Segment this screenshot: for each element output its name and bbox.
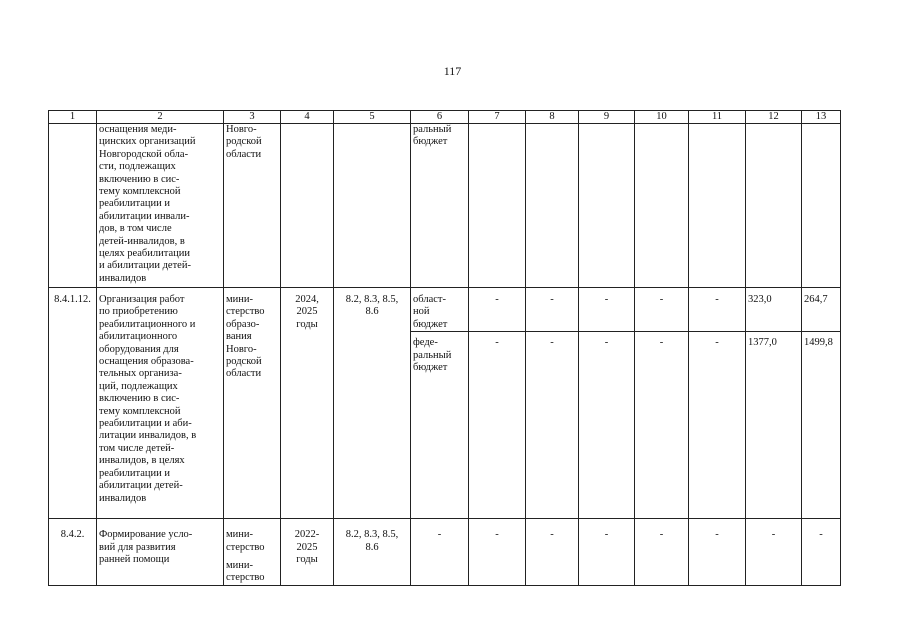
table-cell: -: [689, 519, 746, 586]
column-header: 11: [689, 111, 746, 124]
column-header: 9: [579, 111, 635, 124]
table-cell: -: [469, 288, 526, 332]
table-cell: -: [526, 519, 579, 586]
table-cell: -: [635, 288, 689, 332]
column-header: 6: [411, 111, 469, 124]
column-header: 8: [526, 111, 579, 124]
table-cell: 2022- 2025 годы: [281, 519, 334, 586]
table-cell: [635, 124, 689, 288]
table-cell: -: [469, 332, 526, 519]
table-cell: -: [411, 519, 469, 586]
table-cell: -: [689, 288, 746, 332]
header-row: [49, 111, 841, 124]
table-cell: [281, 124, 334, 288]
table-cell: област- ной бюджет: [411, 288, 469, 332]
table-cell: -: [802, 519, 841, 586]
table-cell: 2024, 2025 годы: [281, 288, 334, 519]
responsible-agency: мини- стерство: [226, 560, 265, 584]
column-header: 5: [334, 111, 411, 124]
table-cell: -: [579, 519, 635, 586]
column-header: 4: [281, 111, 334, 124]
table-row: [49, 124, 841, 288]
table-row: [49, 288, 841, 332]
column-header: 3: [224, 111, 281, 124]
table-cell: -: [746, 519, 802, 586]
table-cell: -: [635, 519, 689, 586]
table-cell: -: [579, 288, 635, 332]
table-cell: -: [469, 519, 526, 586]
table-cell: феде- ральный бюджет: [411, 332, 469, 519]
table-cell: мини- стерство образо- вания Новго- родской области: [224, 288, 281, 519]
table-cell: [224, 519, 281, 586]
table-cell: -: [526, 288, 579, 332]
table-cell: [334, 124, 411, 288]
table-row: [49, 519, 841, 586]
table-cell: 1499,8: [802, 332, 841, 519]
table-cell: [689, 124, 746, 288]
table-cell: [579, 124, 635, 288]
table-cell: Организация работ по приобретению реабилитационного и абилитационного оборудования для оснащения образова- тельных организа- ций, подлежащих включению в сис- тему комплексной реабилитации и аби- литации инвалидов, в том числе детей- инвалидов, в целях реабилитации и абилитации детей- инвалидов: [97, 288, 224, 519]
table-cell: оснащения меди- цинских организаций Новгородской обла- сти, подлежащих включению в сис- тему комплексной реабилитации и абилитации инвали- дов, в том числе детей-инвалидов, в целях реабилитации и абилитации детей- инвалидов: [97, 124, 224, 288]
column-header: 13: [802, 111, 841, 124]
table-cell: Формирование усло- вий для развития ранней помощи: [97, 519, 224, 586]
table-cell: 1377,0: [746, 332, 802, 519]
table-cell: 323,0: [746, 288, 802, 332]
table-cell: Новго- родской области: [224, 124, 281, 288]
table-cell: 8.4.2.: [49, 519, 97, 586]
table-cell: ральный бюджет: [411, 124, 469, 288]
column-header: 10: [635, 111, 689, 124]
responsible-agency: мини- стерство: [226, 529, 265, 553]
column-header: 12: [746, 111, 802, 124]
table-cell: [469, 124, 526, 288]
table-cell: -: [635, 332, 689, 519]
table-cell: 8.2, 8.3, 8.5, 8.6: [334, 288, 411, 519]
table-cell: -: [579, 332, 635, 519]
budget-table: [48, 110, 841, 586]
table-cell: 264,7: [802, 288, 841, 332]
table-cell: -: [526, 332, 579, 519]
table-cell: [526, 124, 579, 288]
table-cell: [746, 124, 802, 288]
column-header: 1: [49, 111, 97, 124]
column-header: 2: [97, 111, 224, 124]
column-header: 7: [469, 111, 526, 124]
table-cell: 8.2, 8.3, 8.5, 8.6: [334, 519, 411, 586]
table-cell: 8.4.1.12.: [49, 288, 97, 519]
table-cell: [802, 124, 841, 288]
table-cell: [49, 124, 97, 288]
page-number: 117: [443, 64, 462, 78]
table-cell: -: [689, 332, 746, 519]
